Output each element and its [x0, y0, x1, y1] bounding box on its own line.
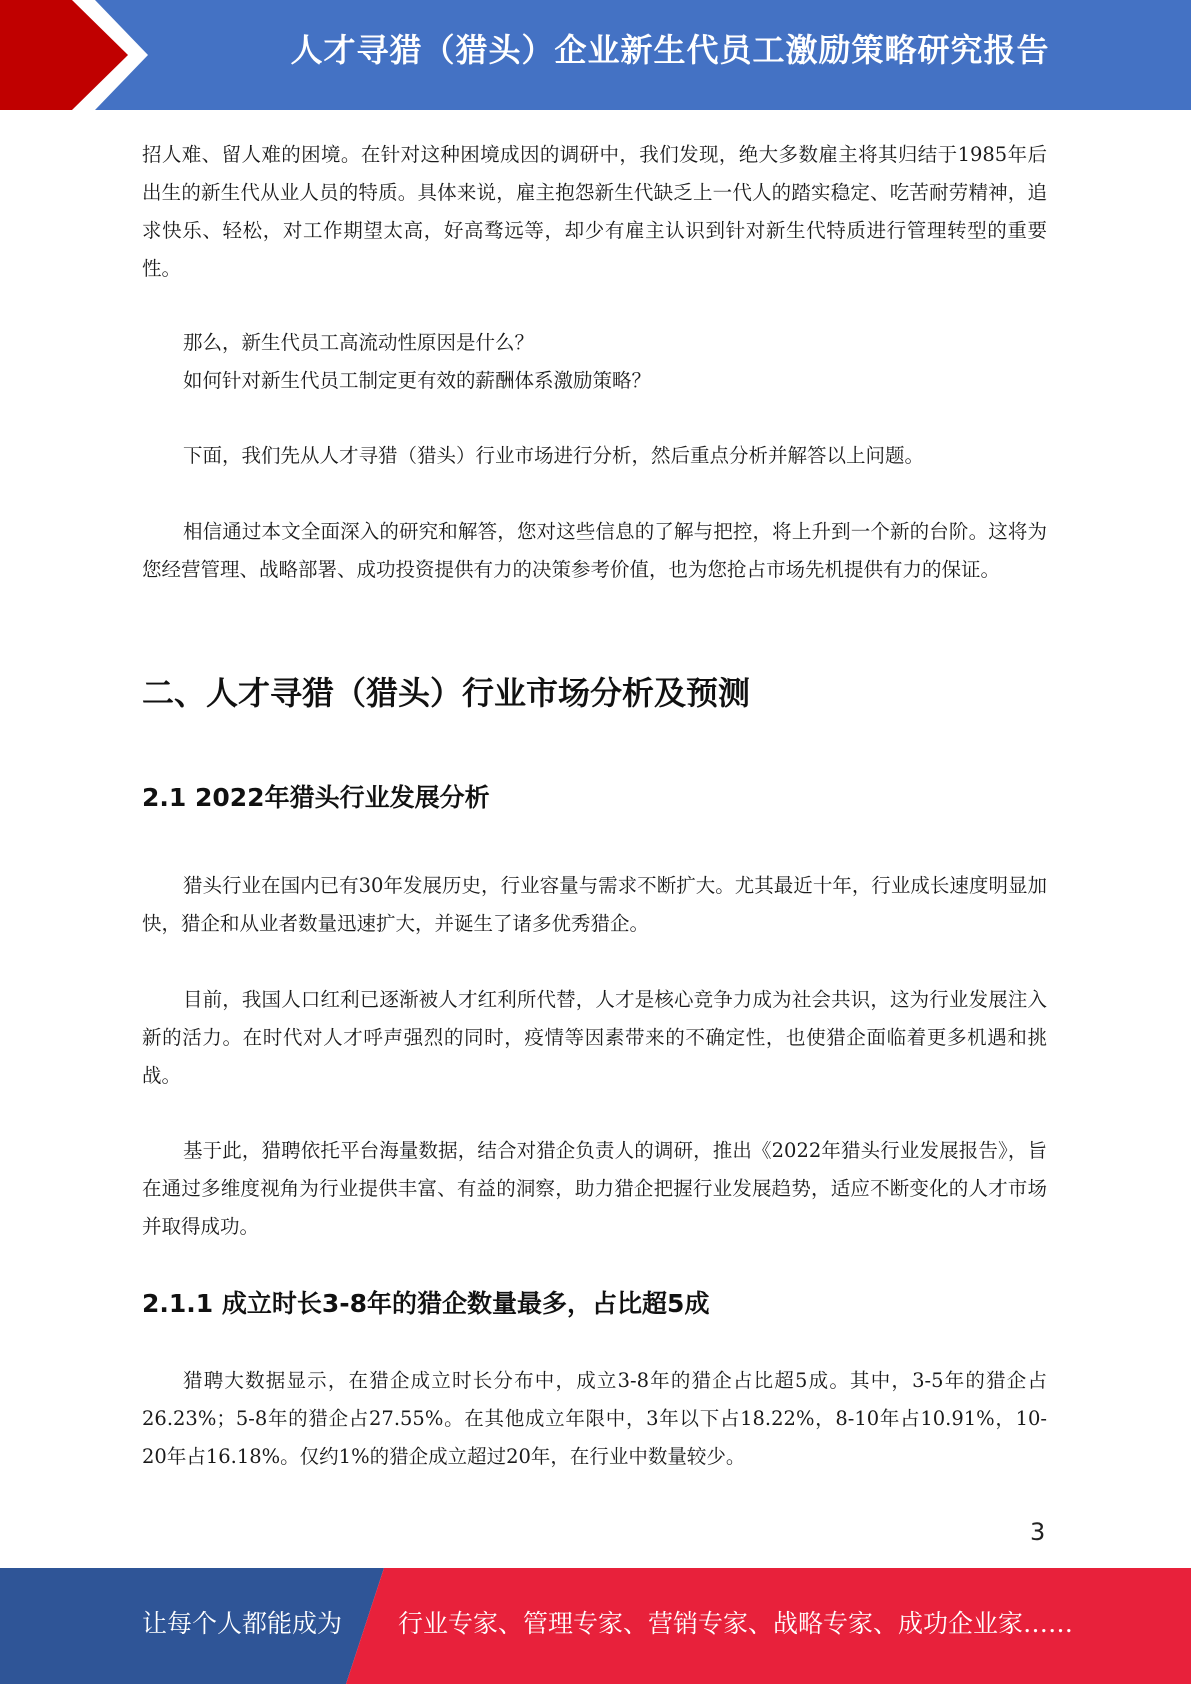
- intro-paragraph-3: 相信通过本文全面深入的研究和解答，您对这些信息的了解与把控，将上升到一个新的台阶。这将为您经营管理、战略部署、成功投资提供有力的决策参考价值，也为您抢占市场先机提供有力的保证。: [142, 520, 1047, 581]
- report-title: 人才寻猎（猎头）企业新生代员工激励策略研究报告: [290, 31, 1050, 69]
- question-1: 那么，新生代员工高流动性原因是什么？: [183, 331, 535, 354]
- subsection-heading-2-1-1: 2.1.1 成立时长3-8年的猎企数量最多，占比超5成: [142, 1289, 710, 1318]
- footer-slogan-right: 行业专家、管理专家、营销专家、战略专家、成功企业家……: [398, 1609, 1074, 1638]
- subsection-2-1-paragraph-2: 目前，我国人口红利已逐渐被人才红利所代替，人才是核心竞争力成为社会共识，这为行业发展注入新的活力。在时代对人才呼声强烈的同时，疫情等因素带来的不确定性，也使猎企面临着更多机遇和挑战。: [142, 988, 1047, 1087]
- intro-paragraph-1: 招人难、留人难的困境。在针对这种困境成因的调研中，我们发现，绝大多数雇主将其归结于1985年后出生的新生代从业人员的特质。具体来说，雇主抱怨新生代缺乏上一代人的踏实稳定、吃苦耐劳精神，追求快乐、轻松，对工作期望太高，好高骛远等，却少有雇主认识到针对新生代特质进行管理转型的重要性。: [142, 143, 1047, 280]
- subsection-2-1-paragraph-1: 猎头行业在国内已有30年发展历史，行业容量与需求不断扩大。尤其最近十年，行业成长速度明显加快，猎企和从业者数量迅速扩大，并诞生了诸多优秀猎企。: [142, 874, 1047, 935]
- subsection-2-1-paragraph-3: 基于此，猎聘依托平台海量数据，结合对猎企负责人的调研，推出《2022年猎头行业发展报告》，旨在通过多维度视角为行业提供丰富、有益的洞察，助力猎企把握行业发展趋势，适应不断变化的人才市场并取得成功。: [142, 1139, 1047, 1238]
- page-number: 3: [1030, 1518, 1046, 1546]
- section-heading-2: 二、人才寻猎（猎头）行业市场分析及预测: [142, 674, 751, 712]
- footer-band: [0, 1568, 1191, 1684]
- subsection-2-1-1-paragraph-1: 猎聘大数据显示，在猎企成立时长分布中，成立3-8年的猎企占比超5成。其中，3-5年的猎企占26.23%；5-8年的猎企占27.55%。在其他成立年限中，3年以下占18.22%，8-10年占10.91%，10-20年占16.18%。仅约1%的猎企成立超过20年，在行业中数量较少。: [142, 1369, 1047, 1468]
- header-band: [0, 0, 1191, 110]
- footer-slogan-left: 让每个人都能成为: [142, 1609, 343, 1638]
- subsection-heading-2-1: 2.1 2022年猎头行业发展分析: [142, 783, 490, 812]
- intro-paragraph-2: 下面，我们先从人才寻猎（猎头）行业市场进行分析，然后重点分析并解答以上问题。: [183, 444, 925, 467]
- question-2: 如何针对新生代员工制定更有效的薪酬体系激励策略？: [183, 369, 652, 392]
